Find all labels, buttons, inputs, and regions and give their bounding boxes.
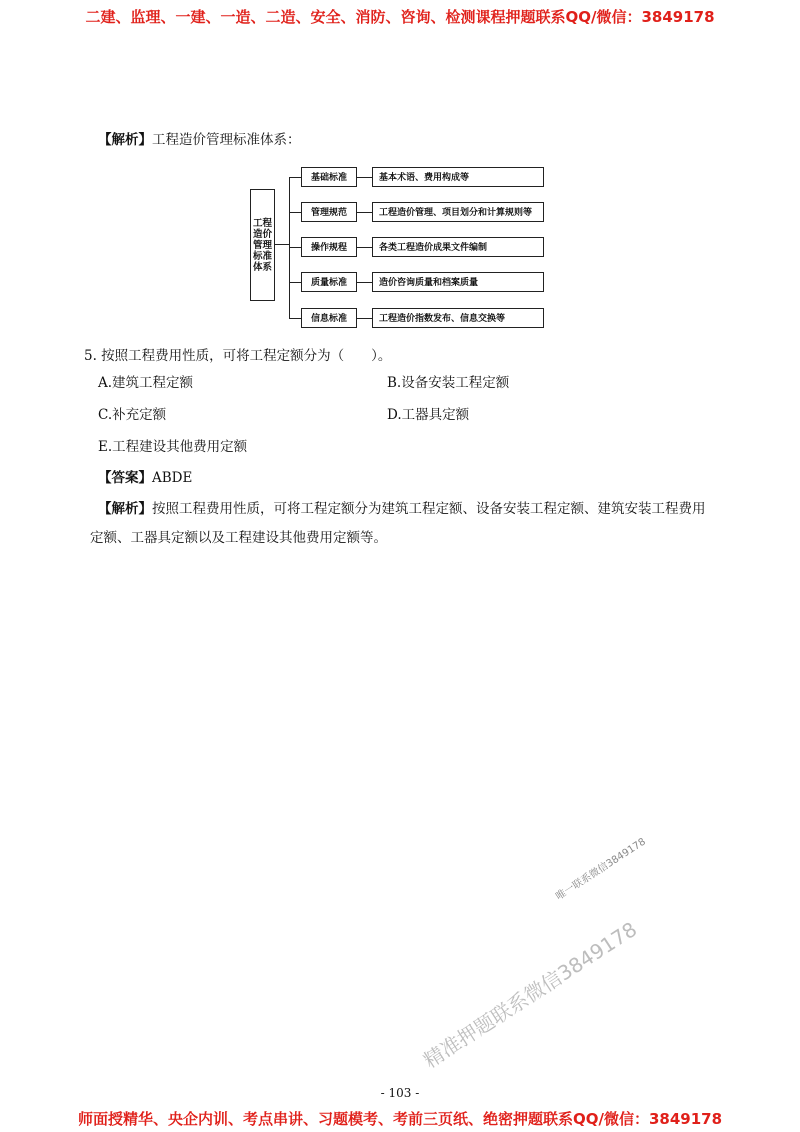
analysis-tag-2: 【解析】: [98, 501, 152, 517]
category-box: 操作规程: [301, 237, 357, 257]
answer-line: [98, 466, 192, 486]
category-box: 基础标准: [301, 167, 357, 187]
footer-banner: 师面授精华、央企内训、考点串讲、习题模考、考前三页纸、绝密押题联系QQ/微信：3849178: [77, 1110, 723, 1128]
branch-line: [357, 177, 372, 178]
branch-line: [357, 212, 372, 213]
branch-line: [289, 318, 301, 319]
watermark-small: 唯一联系微信3849178: [554, 836, 648, 903]
analysis-line-2: 定额、工器具定额以及工程建设其他费用定额等。: [90, 530, 387, 546]
branch-line: [289, 212, 301, 213]
description-box: 工程造价管理、项目划分和计算规则等: [372, 202, 544, 222]
connector: [275, 244, 289, 245]
branch-line: [357, 282, 372, 283]
option-e: E.工程建设其他费用定额: [98, 439, 248, 455]
option-a: A.建筑工程定额: [98, 375, 194, 391]
diagram-root: 工程造价管理标准体系: [250, 189, 275, 301]
option-d: D.工器具定额: [387, 407, 470, 423]
analysis-intro: [98, 128, 301, 148]
category-box: 信息标准: [301, 308, 357, 328]
branch-line: [289, 282, 301, 283]
option-b: B.设备安装工程定额: [387, 375, 510, 391]
analysis-line-1: [98, 497, 706, 517]
branch-line: [357, 247, 372, 248]
watermark-large: 精准押题联系微信3849178: [419, 916, 642, 1073]
description-box: 基本术语、费用构成等: [372, 167, 544, 187]
header-banner: 二建、监理、一建、一造、二造、安全、消防、咨询、检测课程押题联系QQ/微信：3849178: [85, 8, 715, 26]
answer-tag: 【答案】: [98, 470, 152, 486]
category-box: 质量标准: [301, 272, 357, 292]
question-stem: 5. 按照工程费用性质，可将工程定额分为（ ）。: [84, 348, 392, 364]
option-c: C.补充定额: [98, 407, 167, 423]
branch-line: [357, 318, 372, 319]
description-box: 工程造价指数发布、信息交换等: [372, 308, 544, 328]
description-box: 各类工程造价成果文件编制: [372, 237, 544, 257]
analysis-text-1: 按照工程费用性质，可将工程定额分为建筑工程定额、设备安装工程定额、建筑安装工程费用: [152, 501, 706, 517]
description-box: 造价咨询质量和档案质量: [372, 272, 544, 292]
answer-value: ABDE: [152, 470, 193, 486]
branch-line: [289, 247, 301, 248]
analysis-tag: 【解析】: [98, 132, 152, 148]
branch-line: [289, 177, 301, 178]
analysis-intro-text: 工程造价管理标准体系：: [152, 132, 301, 148]
page-number: - 103 -: [380, 1086, 420, 1100]
standards-diagram: [250, 161, 550, 333]
category-box: 管理规范: [301, 202, 357, 222]
